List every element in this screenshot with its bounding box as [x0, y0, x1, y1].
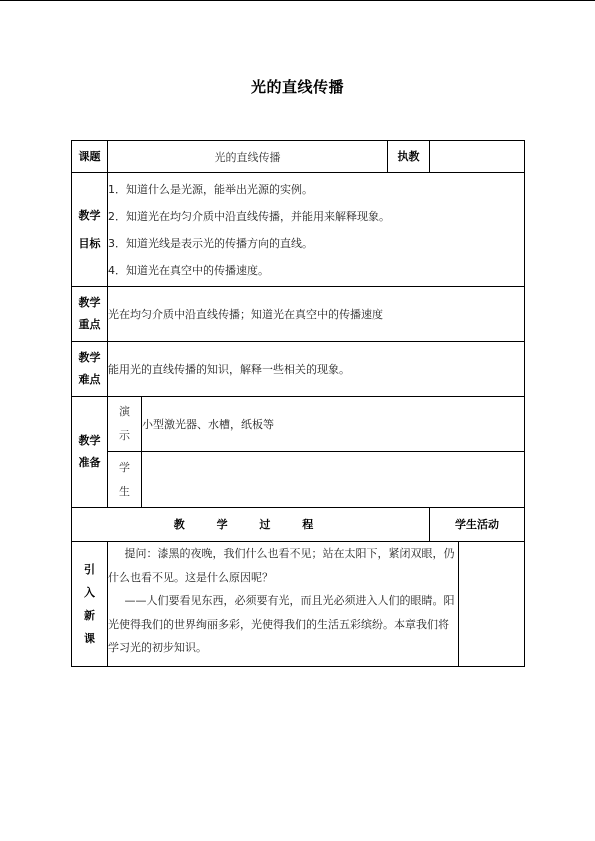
goals-label-line1: 教学 — [78, 208, 101, 222]
prep-demo-label — [108, 397, 142, 452]
teacher-label: 执教 — [388, 141, 430, 173]
intro-paragraph-question: 提问：漆黑的夜晚，我们什么也看不见；站在太阳下，紧闭双眼，仍什么也看不见。这是什么原因呢？ — [108, 547, 455, 584]
goal-item: 1．知道什么是光源，能举出光源的实例。 — [108, 182, 313, 196]
goal-item: 2．知道光在均匀介质中沿直线传播，并能用来解释现象。 — [108, 209, 390, 223]
intro-student-activity — [459, 542, 525, 667]
prep-student-row — [72, 452, 525, 508]
intro-label — [72, 542, 108, 667]
goals-label — [72, 173, 108, 287]
prep-label-line2: 准备 — [78, 456, 101, 469]
intro-label-char: 课 — [84, 632, 95, 645]
goals-list — [108, 173, 525, 287]
process-header-row — [72, 508, 525, 542]
intro-content — [108, 542, 459, 667]
goals-label-line2: 目标 — [78, 236, 101, 250]
prep-student-label-line1: 学 — [119, 460, 130, 474]
page-title: 光的直线传播 — [250, 78, 344, 96]
key-points-label — [72, 287, 108, 342]
key-points-label-line2: 重点 — [78, 318, 101, 331]
difficulty-label — [72, 342, 108, 397]
difficulty-value: 能用光的直线传播的知识，解释一些相关的现象。 — [108, 342, 525, 397]
process-header: 教 学 过 程 — [72, 508, 430, 542]
prep-student-label-line2: 生 — [119, 484, 130, 498]
goals-row — [72, 173, 525, 287]
prep-demo-label-line2: 示 — [119, 429, 130, 442]
goal-item: 4．知道光在真空中的传播速度。 — [108, 263, 269, 277]
student-activity-header: 学生活动 — [430, 508, 525, 542]
goal-item: 3．知道光线是表示光的传播方向的直线。 — [108, 236, 313, 250]
teacher-value — [430, 141, 525, 173]
prep-student-value — [142, 452, 525, 508]
course-label: 课题 — [72, 141, 108, 173]
prep-demo-label-line1: 演 — [119, 405, 130, 418]
intro-row — [72, 542, 525, 667]
key-points-value: 光在均匀介质中沿直线传播；知道光在真空中的传播速度 — [108, 287, 525, 342]
course-value: 光的直线传播 — [108, 141, 388, 173]
difficulty-label-line2: 难点 — [78, 373, 101, 386]
difficulty-row — [72, 342, 525, 397]
prep-demo-value: 小型激光器、水槽，纸板等 — [142, 397, 525, 452]
course-row — [72, 141, 525, 173]
prep-label — [72, 397, 108, 508]
prep-label-line1: 教学 — [78, 434, 101, 447]
intro-label-char: 引 — [84, 563, 95, 576]
difficulty-label-line1: 教学 — [78, 351, 101, 364]
intro-label-char: 新 — [84, 609, 95, 622]
prep-demo-row — [72, 397, 525, 452]
top-border-line — [0, 0, 595, 1]
lesson-plan-table — [71, 140, 525, 667]
prep-student-label — [108, 452, 142, 508]
key-points-row — [72, 287, 525, 342]
key-points-label-line1: 教学 — [78, 296, 101, 309]
intro-paragraph-answer: ——人们要看见东西，必须要有光，而且光必须进入人们的眼睛。阳光使得我们的世界绚丽多彩，光使得我们的生活五彩缤纷。本章我们将学习光的初步知识。 — [108, 594, 455, 654]
intro-label-char: 入 — [84, 586, 95, 599]
